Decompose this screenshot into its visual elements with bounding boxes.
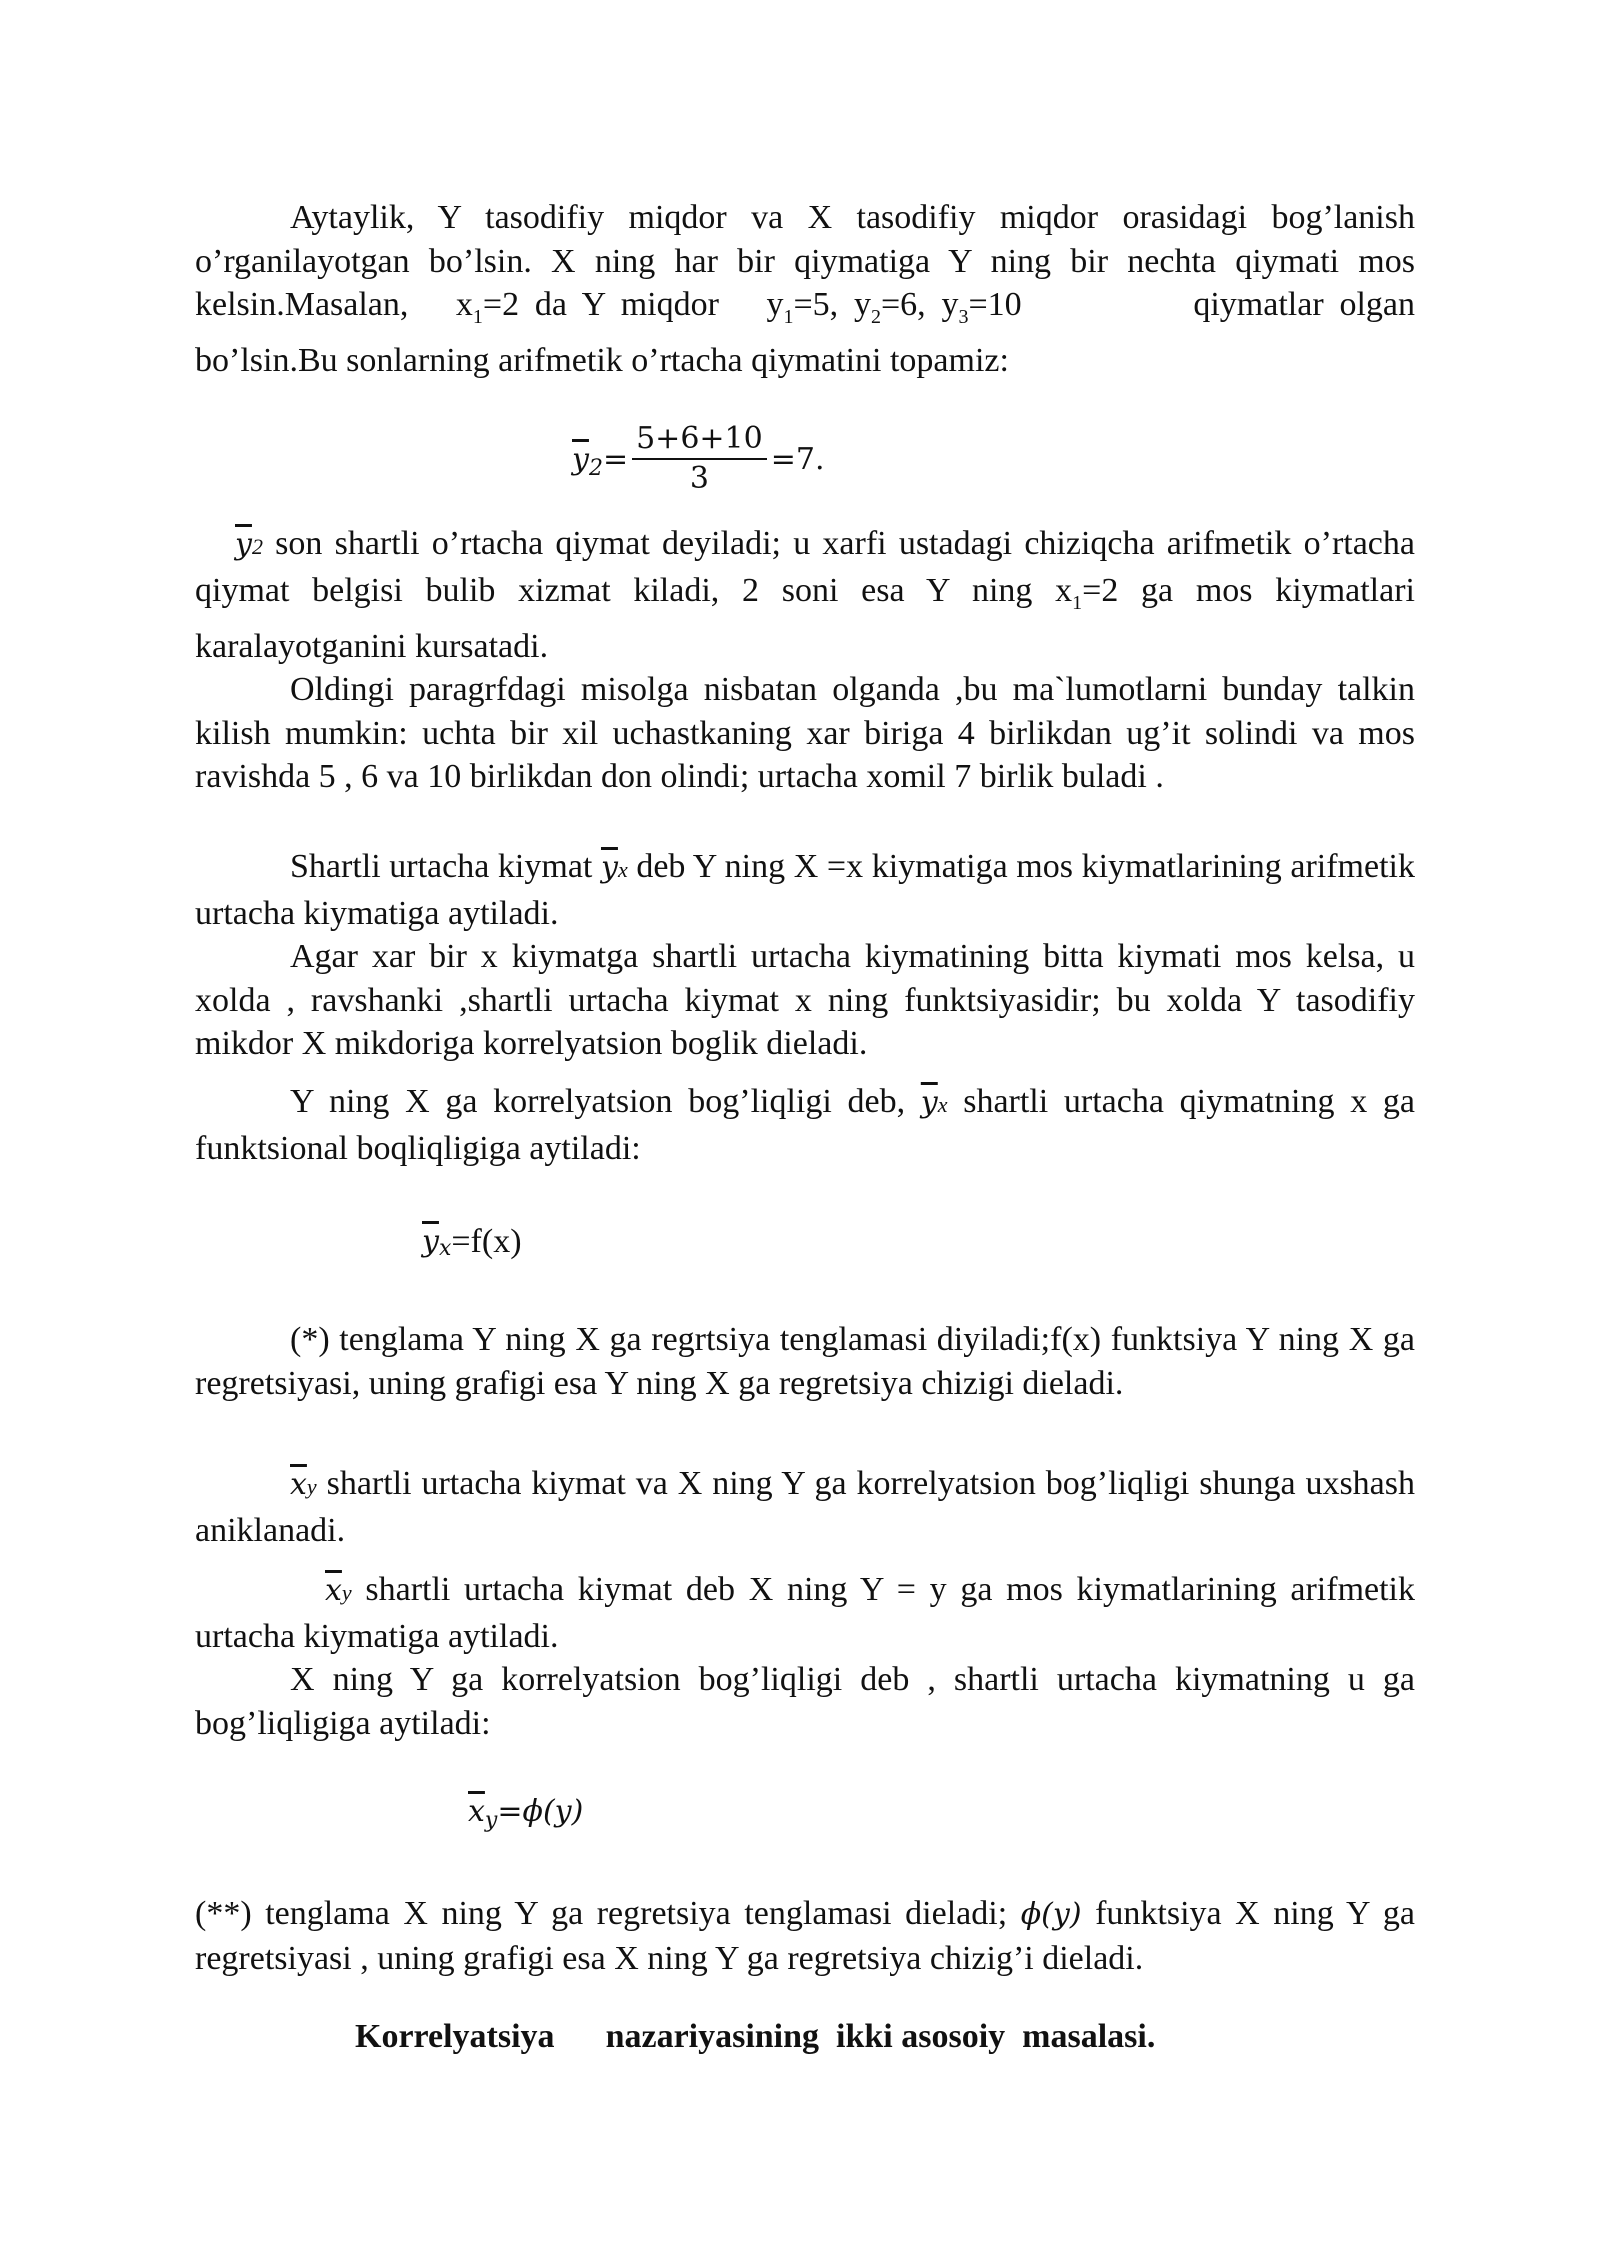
section-heading: Korrelyatsiya nazariyasining ikki asosoiy masalasi. [355, 2018, 1156, 2055]
paragraph-11: (**) tenglama X ning Y ga regretsiya tenglamasi dieladi; ϕ(y) funktsiya X ning Y ga regretsiyasi , uning grafigi esa X ning Y ga regretsiya chizig’i dieladi. [195, 1895, 1415, 1977]
formula-mean-y2: $\overline{y}$ 2 = $\frac{5+6+10}{3}$ =7. [572, 421, 825, 496]
fraction: $\frac{5+6+10}{3}$ [632, 420, 767, 498]
paragraph-10: X ning Y ga korrelyatsion bog’liqligi deb , shartli urtacha kiymatning u ga bog’liqligiga aytiladi: [195, 1661, 1415, 1742]
paragraph-9: $\overline{x}y$ shartli urtacha kiymat deb X ning Y = y ga mos kiymatlarining arifmetik urtacha kiymatiga aytiladi. X ning Y ga korrelyatsion bog’liqligi deb , shartli urtacha kiymatning u ga bog’liqligiga aytiladi: [195, 1568, 1415, 1745]
formula-regression-y: $\overline{y}$ x =f(x) [422, 1222, 522, 1261]
paragraph-2: $\overline{y}2$ son shartli o’rtacha qiymat deyiladi; u xarfi ustadagi chiziqcha arifmetik o’rtacha qiymat belgisi bulib xizmat kiladi, 2 soni esa Y ning $x_1=2$ ga mos kiymatlari karalayotganini kursatadi. Oldingi paragrfdagi misolga nisbatan olganda ,bu ma`lumotlarni bunday talkin kilish mumkin: uchta bir xil uchastkaning xar biriga 4 birlikdan ug’it solindi va mos ravishda 5 , 6 va 10 birlikdan don olindi; urtacha xomil 7 birlik buladi . [195, 522, 1415, 799]
paragraph-6: Y ning X ga korrelyatsion bog’liqligi deb, $\overline{y}x$ shartli urtacha qiymatning x ga funktsional boqliqligiga aytiladi: [195, 1083, 1415, 1167]
paragraph-5: Agar xar bir x kiymatga shartli urtacha kiymatining bitta kiymati mos kelsa, u xolda , ravshanki ,shartli urtacha kiymat x ning funktsiyasidir; bu xolda Y tasodifiy mikdor X mikdoriga korrelyatsion boglik dieladi. [195, 938, 1415, 1062]
paragraph-7: (*) tenglama Y ning X ga regrtsiya tenglamasi diyiladi;f(x) funktsiya Y ning X ga regretsiyasi, uning grafigi esa Y ning X ga regretsiya chizigi dieladi. [195, 1321, 1415, 1402]
paragraph-1: Aytaylik, Y tasodifiy miqdor va X tasodifiy miqdor orasidagi bog’lanish o’rganilayotgan bo’lsin. X ning har bir qiymatiga Y ning bir nechta qiymati mos kelsin.Masalan, $x_1=2$ da Y miqdor $y_1=5$, $y_2=6$, $y_3=10$ qiymatlar olgan bo’lsin.Bu sonlarning arifmetik o’rtacha qiymatini topamiz: [195, 199, 1416, 380]
formula-regression-x: $\overline{x}$ y =ϕ(y) [468, 1794, 584, 1833]
paragraph-8: $\overline{x}y$ shartli urtacha kiymat va X ning Y ga korrelyatsion bog’liqligi shunga uxshash aniklanadi. [195, 1465, 1415, 1549]
paragraph-3: Oldingi paragrfdagi misolga nisbatan olganda ,bu ma`lumotlarni bunday talkin kilish mumkin: uchta bir xil uchastkaning xar biriga 4 birlikdan ug’it solindi va mos ravishda 5 , 6 va 10 birlikdan don olindi; urtacha xomil 7 birlik buladi . [195, 671, 1415, 796]
paragraph-4: Shartli urtacha kiymat $\overline{y}x$ deb Y ning X =x kiymatiga mos kiymatlarining arifmetik urtacha kiymatiga aytiladi. Agar xar bir x kiymatga shartli urtacha kiymatining bitta kiymati mos kelsa, u xolda , ravshanki ,shartli urtacha kiymat x ning funktsiyasidir; bu xolda Y tasodifiy mikdor X mikdoriga korrelyatsion boglik dieladi. [195, 845, 1415, 1066]
